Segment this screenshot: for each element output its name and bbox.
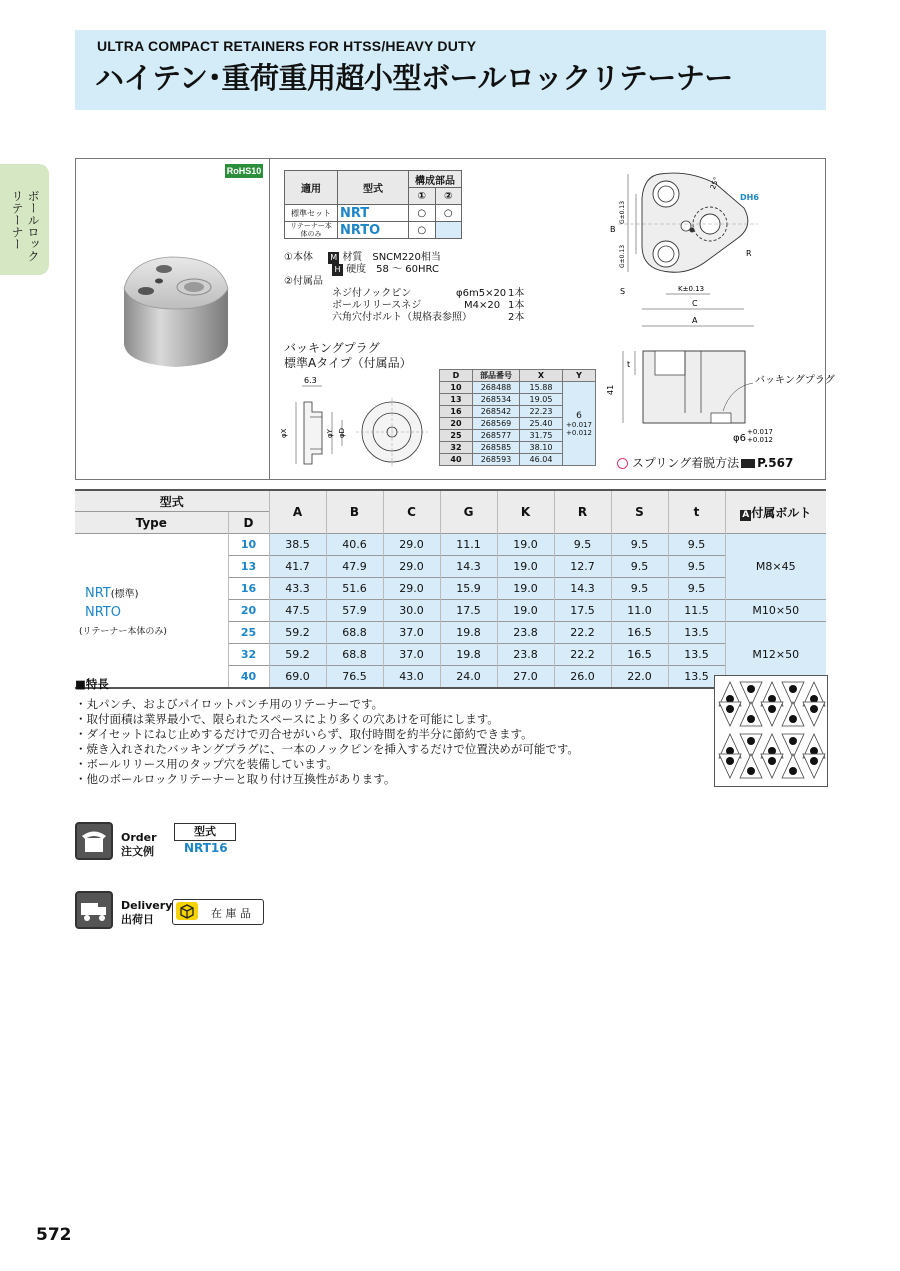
feature-item: ・他のボールロックリテーナーと取り付け互換性があります。 [75,772,396,786]
head-type: Type [75,512,228,534]
order-jp: 注文例 [121,845,154,858]
row-s: 16.5 [611,622,668,644]
row-t: 13.5 [668,622,725,644]
comp-c1: ○ [409,222,436,239]
accessory-label: ②付属品 [284,276,323,287]
plug-y [563,382,596,466]
row-c: 43.0 [383,666,440,689]
head-col: R [554,490,611,534]
plug-d: 16 [440,406,473,418]
delivery-label [121,899,172,927]
row-s: 16.5 [611,644,668,666]
row-k: 19.0 [497,534,554,556]
comp-head-1: ① [409,188,436,205]
row-c: 30.0 [383,600,440,622]
feature-item: ・ダイセットにねじ止めするだけで刃合せがいらず、取付時間を約半分に節約できます。 [75,727,533,741]
row-a: 59.2 [269,622,326,644]
spring-note[interactable] [617,454,793,471]
lbl-angle: 25° [708,176,721,191]
feature-item: ・丸パンチ、およびパイロットパンチ用のリテーナーです。 [75,697,384,711]
feature-item: ・焼き入れされたバッキングプラグに、一本のノックピンを挿入するだけで位置決めが可能です。 [75,742,579,756]
backing-plug-title2: 標準Aタイプ（付属品） [284,356,412,370]
head-col: G [440,490,497,534]
top-view-drawing [608,166,768,340]
comp-head-parts: 構成部品 [409,171,462,188]
acc-qty: 1本 [508,288,525,299]
row-c: 29.0 [383,534,440,556]
punch-hole [726,705,734,713]
type-cell [75,534,228,689]
dimension-table [75,489,826,689]
order-en: Order [121,831,157,844]
plug-part: 268534 [473,394,520,406]
comp-head-2: ② [435,188,462,205]
lbl-g1: G±0.13 [619,200,626,224]
plug-x: 15.88 [520,382,563,394]
plug-part: 268542 [473,406,520,418]
comp-type: NRT [338,205,409,222]
spring-page: P.567 [757,456,794,470]
row-d: 13 [228,556,269,578]
acc-name: ネジ付ノックピン [332,288,412,299]
row-r: 26.0 [554,666,611,689]
row-s: 9.5 [611,578,668,600]
row-g: 11.1 [440,534,497,556]
hardness-text: 硬度 58 ～ 60HRC [346,264,439,275]
acc-qty: 1本 [508,300,525,311]
row-r: 14.3 [554,578,611,600]
row-b: 68.8 [326,644,383,666]
side-tab[interactable] [0,164,49,275]
product-photo [76,159,269,479]
plug-table [439,369,596,466]
acc-size: M4×20 [464,300,501,311]
row-a: 59.2 [269,644,326,666]
row-k: 23.8 [497,644,554,666]
side-tab-line1: ボールロック [26,190,40,262]
bolt-cell: M8×45 [725,534,826,600]
rohs-badge: RoHS10 [226,166,262,176]
stock-text: 在 庫 品 [211,907,251,920]
row-c: 37.0 [383,622,440,644]
row-r: 9.5 [554,534,611,556]
head-type-jp: 型式 [75,490,269,512]
punch-hole [747,737,755,745]
acc-size: φ6m5×20 [456,288,507,299]
row-k: 23.8 [497,622,554,644]
plug-d: 32 [440,442,473,454]
plug-d: 20 [440,418,473,430]
comp-head-apply: 適用 [285,171,338,205]
acc-qty: 2本 [508,312,525,323]
punch-hole [789,767,797,775]
delivery-jp: 出荷日 [121,913,154,926]
comp-apply: 標準セット [285,205,338,222]
row-g: 14.3 [440,556,497,578]
plug-d: 10 [440,382,473,394]
row-k: 19.0 [497,600,554,622]
page-header [75,30,826,110]
page-ref-icon [741,459,755,468]
row-t: 13.5 [668,666,725,689]
panel-divider [269,159,270,479]
order-example: NRT16 [184,841,228,855]
row-b: 47.9 [326,556,383,578]
plug-head-d: D [440,370,473,382]
backing-plug-title [284,341,412,371]
dim-63: 6.3 [304,376,317,385]
lbl-t: t [627,360,631,369]
components-table [284,170,462,239]
label-d: φD [338,427,346,438]
row-d: 16 [228,578,269,600]
features-title: ■特長 [75,677,109,691]
row-r: 12.7 [554,556,611,578]
row-g: 24.0 [440,666,497,689]
material-text: 材質 SNCM220相当 [342,252,441,263]
row-k: 19.0 [497,556,554,578]
row-t: 11.5 [668,600,725,622]
truck-icon [75,891,113,929]
row-g: 17.5 [440,600,497,622]
head-col: S [611,490,668,534]
row-t: 9.5 [668,578,725,600]
row-d: 40 [228,666,269,689]
row-c: 29.0 [383,556,440,578]
plug-part: 268569 [473,418,520,430]
row-a: 47.5 [269,600,326,622]
lbl-s: S [620,287,626,296]
acc-name: 六角穴付ボルト（規格表参照） [332,312,472,323]
comp-c2 [435,222,462,239]
row-b: 51.6 [326,578,383,600]
plug-part: 268593 [473,454,520,466]
delivery-en: Delivery [121,899,173,912]
punch-hole [726,757,734,765]
bolt-cell: M12×50 [725,622,826,689]
type-nrt-note: (標準) [110,588,139,600]
body-label: ①本体 [284,252,313,263]
comp-c2: ○ [435,205,462,222]
plug-x: 31.75 [520,430,563,442]
row-g: 19.8 [440,644,497,666]
row-d: 32 [228,644,269,666]
spring-icon [617,458,628,469]
head-col: A [269,490,326,534]
row-b: 57.9 [326,600,383,622]
lbl-backing: バッキングプラグ [755,375,835,386]
plug-x: 38.10 [520,442,563,454]
plug-x: 46.04 [520,454,563,466]
side-tab-line2: リテーナー [10,190,24,250]
stock-badge [172,899,264,925]
head-col: K [497,490,554,534]
lbl-r: R [746,249,752,258]
punch-hole [789,685,797,693]
type-nrto-note: (リテーナー本体のみ) [79,626,167,637]
row-c: 37.0 [383,644,440,666]
row-r: 22.2 [554,622,611,644]
comp-head-type: 型式 [338,171,409,205]
row-a: 38.5 [269,534,326,556]
head-col: B [326,490,383,534]
lbl-41: 41 [606,384,615,395]
row-k: 27.0 [497,666,554,689]
lbl-tol-l: +0.012 [747,436,773,444]
punch-hole [810,705,818,713]
layout-example-image [714,675,828,787]
punch-hole [789,715,797,723]
row-b: 76.5 [326,666,383,689]
punch-hole [747,767,755,775]
plug-head-y: Y [563,370,596,382]
punch-hole [768,757,776,765]
punch-hole [789,737,797,745]
plug-head-part: 部品番号 [473,370,520,382]
material-badge: M [328,252,339,264]
side-view-drawing [605,343,835,452]
plug-part: 268585 [473,442,520,454]
plug-head-x: X [520,370,563,382]
row-b: 40.6 [326,534,383,556]
row-r: 17.5 [554,600,611,622]
punch-hole [747,685,755,693]
type-nrto: NRTO [85,604,121,620]
row-s: 22.0 [611,666,668,689]
spec-block [284,252,544,324]
plug-y-value: 6 [576,410,582,421]
lbl-a: A [692,316,698,325]
lbl-k: K±0.13 [678,285,705,293]
plug-part: 268577 [473,430,520,442]
row-s: 9.5 [611,534,668,556]
label-x: φX [280,428,288,438]
row-t: 13.5 [668,644,725,666]
bolt-cell: M10×50 [725,600,826,622]
lbl-g2: G±0.13 [619,244,626,268]
backing-plug-title1: バッキングプラグ [284,341,380,355]
comp-type: NRTO [338,222,409,239]
page-number: 572 [36,1225,72,1245]
comp-apply: リテーナー本体のみ [285,222,338,239]
box-icon [176,902,198,920]
row-k: 19.0 [497,578,554,600]
plug-y-upper: +0.017 [566,420,592,429]
acc-name: ボールリリースネジ [332,300,422,311]
punch-hole [810,757,818,765]
order-label [121,831,157,859]
row-s: 11.0 [611,600,668,622]
head-d: D [228,512,269,534]
lbl-tol-u: +0.017 [747,428,773,436]
backing-plug-drawing [276,372,436,476]
title-jp: ハイテン･重荷重用超小型ボールロックリテーナー [95,61,733,95]
title-en: ULTRA COMPACT RETAINERS FOR HTSS/HEAVY DUTY [97,38,477,54]
row-g: 19.8 [440,622,497,644]
plug-d: 13 [440,394,473,406]
punch-hole [747,715,755,723]
type-nrt: NRT [85,585,111,601]
punch-hole [768,705,776,713]
lbl-b: B [610,225,616,234]
head-bolt [725,490,826,534]
features-section [75,677,695,787]
row-d: 25 [228,622,269,644]
row-b: 68.8 [326,622,383,644]
label-y: φY [326,429,334,438]
bolt-badge: A [740,510,751,521]
row-t: 9.5 [668,534,725,556]
row-a: 43.3 [269,578,326,600]
lbl-c: C [692,299,698,308]
row-c: 29.0 [383,578,440,600]
row-t: 9.5 [668,556,725,578]
row-a: 41.7 [269,556,326,578]
plug-part: 268488 [473,382,520,394]
order-head: 型式 [174,823,236,841]
plug-y-lower: +0.012 [566,428,592,437]
plug-d: 25 [440,430,473,442]
comp-c1: ○ [409,205,436,222]
row-a: 69.0 [269,666,326,689]
spring-note-text: スプリング着脱方法 [631,456,740,470]
feature-item: ・ボールリリース用のタップ穴を装備しています。 [75,757,338,771]
lbl-phi6: φ6 [733,433,746,444]
plug-d: 40 [440,454,473,466]
plug-x: 25.40 [520,418,563,430]
plug-x: 19.05 [520,394,563,406]
feature-item: ・取付面積は業界最小で、限られたスペースにより多くの穴あけを可能にします。 [75,712,499,726]
row-g: 15.9 [440,578,497,600]
head-col: C [383,490,440,534]
plug-x: 22.23 [520,406,563,418]
phone-icon [75,822,113,860]
row-d: 10 [228,534,269,556]
bolt-head: 付属ボルト [751,505,812,520]
lbl-dh: DH6 [740,193,759,202]
row-d: 20 [228,600,269,622]
row-r: 22.2 [554,644,611,666]
row-s: 9.5 [611,556,668,578]
hardness-badge: H [332,264,343,276]
head-col: t [668,490,725,534]
